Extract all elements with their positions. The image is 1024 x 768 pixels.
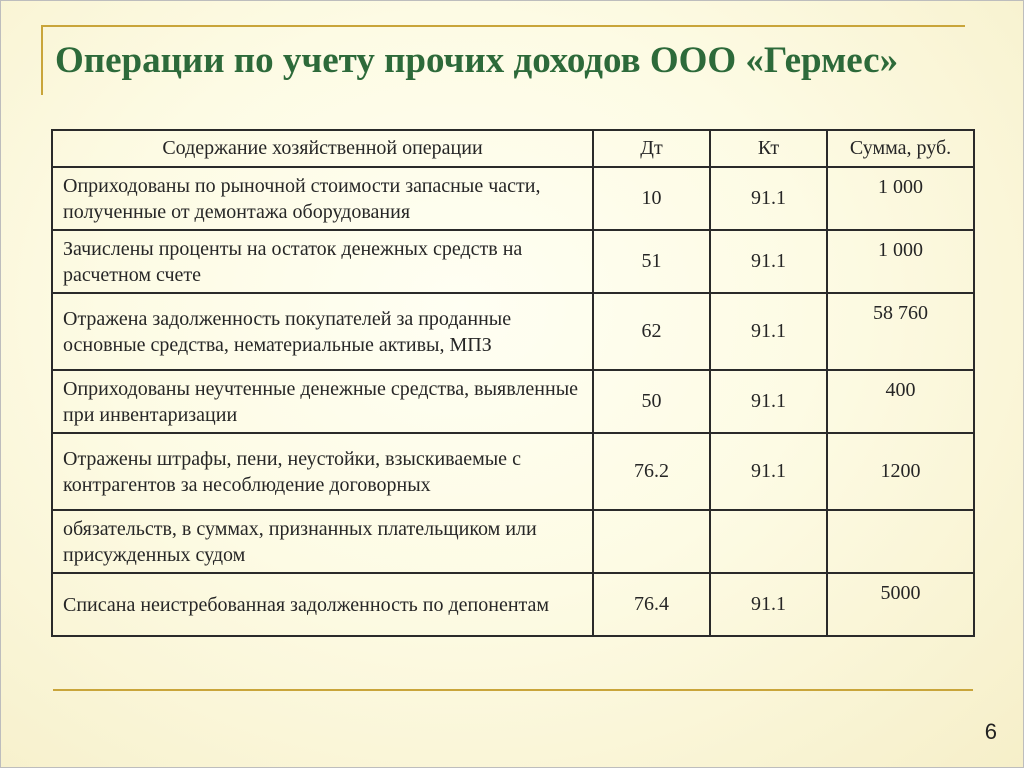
operation-description: Оприходованы по рыночной стоимости запасные части, полученные от демонтажа оборудования xyxy=(52,167,593,230)
title-left-rule xyxy=(41,25,43,95)
credit-account: 91.1 xyxy=(710,433,827,510)
credit-account xyxy=(710,510,827,573)
operation-amount: 400 xyxy=(827,370,974,433)
header-description: Содержание хозяйственной операции xyxy=(52,130,593,167)
table-row xyxy=(52,230,974,293)
operation-description: Отражена задолженность покупателей за проданные основные средства, нематериальные активы, МПЗ xyxy=(52,293,593,370)
operation-description: Зачислены проценты на остаток денежных средств на расчетном счете xyxy=(52,230,593,293)
header-credit: Кт xyxy=(710,130,827,167)
operations-table xyxy=(51,129,975,637)
header-amount: Сумма, руб. xyxy=(827,130,974,167)
debit-account: 76.4 xyxy=(593,573,710,636)
operation-description: Оприходованы неучтенные денежные средства, выявленные при инвентаризации xyxy=(52,370,593,433)
table-row xyxy=(52,573,974,636)
page-number: 6 xyxy=(984,719,997,744)
operation-description: обязательств, в суммах, признанных плательщиком или присужденных судом xyxy=(52,510,593,573)
operation-amount: 1 000 xyxy=(827,230,974,293)
operation-amount xyxy=(827,510,974,573)
title-top-rule xyxy=(41,25,965,27)
table-row xyxy=(52,167,974,230)
debit-account xyxy=(593,510,710,573)
credit-account: 91.1 xyxy=(710,370,827,433)
operation-description: Списана неистребованная задолженность по депонентам xyxy=(52,573,593,636)
table-row xyxy=(52,293,974,370)
operation-amount: 1200 xyxy=(827,433,974,510)
bottom-rule xyxy=(53,689,973,691)
credit-account: 91.1 xyxy=(710,293,827,370)
operation-amount: 1 000 xyxy=(827,167,974,230)
debit-account: 62 xyxy=(593,293,710,370)
operation-amount: 5000 xyxy=(827,573,974,636)
table-row xyxy=(52,510,974,573)
debit-account: 50 xyxy=(593,370,710,433)
credit-account: 91.1 xyxy=(710,573,827,636)
credit-account: 91.1 xyxy=(710,230,827,293)
table-row xyxy=(52,433,974,510)
operation-amount: 58 760 xyxy=(827,293,974,370)
debit-account: 10 xyxy=(593,167,710,230)
table-row xyxy=(52,370,974,433)
table-header-row xyxy=(52,130,974,167)
header-debit: Дт xyxy=(593,130,710,167)
debit-account: 51 xyxy=(593,230,710,293)
slide-title: Операции по учету прочих доходов ООО «Гермес» xyxy=(55,40,899,81)
credit-account: 91.1 xyxy=(710,167,827,230)
debit-account: 76.2 xyxy=(593,433,710,510)
operation-description: Отражены штрафы, пени, неустойки, взыскиваемые с контрагентов за несоблюдение договорных xyxy=(52,433,593,510)
